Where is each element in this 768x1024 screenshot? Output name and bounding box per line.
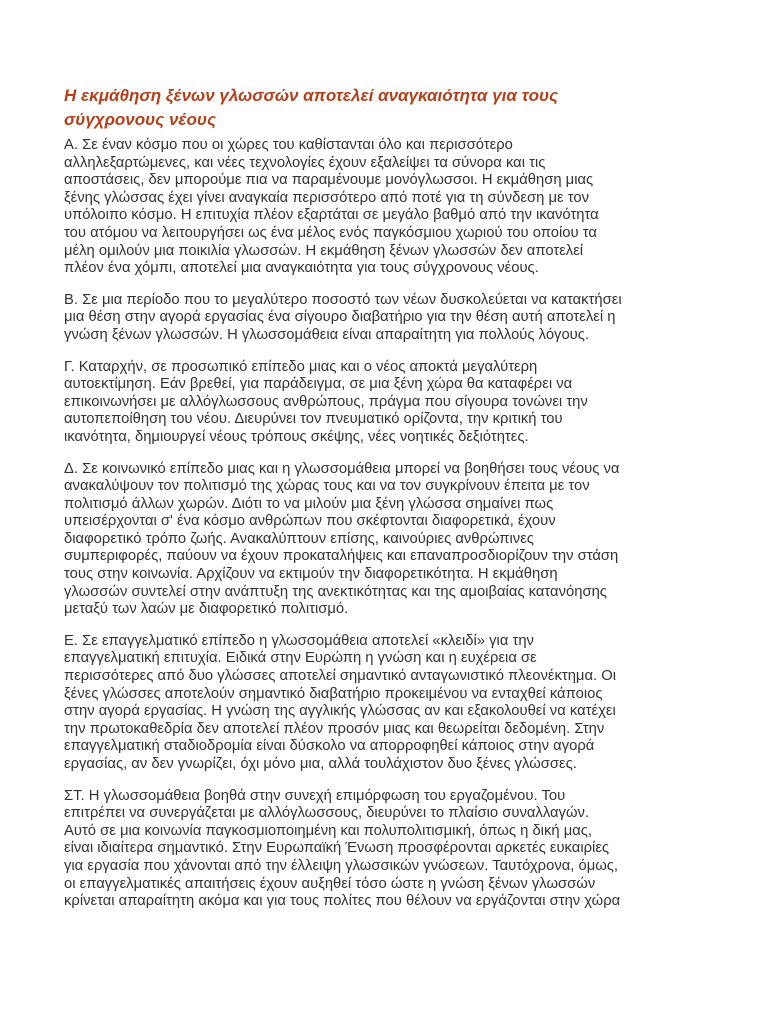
text-line: επαγγελματική επιτυχία. Ειδικά στην Ευρώπη η γνώση και η ευχέρεια σε (64, 650, 537, 667)
text-line: του ατόμου να λειτουργήσει ως ένα μέλος ενός παγκόσμιου χωριού του οποίου τα (64, 224, 597, 241)
text-line: είναι ιδιαίτερα σημαντικό. Στην Ευρωπαϊκή Ένωση προσφέρονται αρκετές ευκαιρίες (64, 840, 610, 857)
text-line: εργασίας, αν δεν γνωρίζει, όχι μόνο μια, αλλά τουλάχιστον δυο ξένες γλώσσες. (64, 756, 577, 772)
text-line: μεταξύ των λαών με διαφορετικό πολιτισμό. (64, 601, 349, 618)
text-line: μια θέση στην αγορά εργασίας ένα σίγουρο διαβατήριο για την θέση αυτή αποτελεί η (64, 309, 616, 326)
text-line: υπεισέρχονται σ' ένα κόσμο ανθρώπων που σκέφτονται διαφορετικά, έχουν (64, 513, 556, 530)
text-line: διαφορετικό τρόπο ζωής. Ανακαλύπτουν επίσης, καινούριες ανθρώπινες (64, 530, 534, 547)
text-line: αυτοεκτίμηση. Εάν βρεθεί, για παράδειγμα, σε μια ξένη χώρα θα καταφέρει να (64, 376, 573, 393)
text-line: πλέον ένα χόμπι, αποτελεί μια αναγκαιότητα για τους σύγχρονους νέους. (64, 260, 539, 277)
text-line: ξένης γλώσσας έχει γίνει αναγκαία περισσότερο από ποτέ για τη σύνδεση με τον (64, 189, 589, 206)
text-line: Γ. Καταρχήν, σε προσωπικό επίπεδο μιας και ο νέος αποκτά μεγαλύτερη (64, 358, 538, 375)
text-line: τους στην κοινωνία. Αρχίζουν να εκτιμούν την διαφορετικότητα. Η εκμάθηση (64, 566, 558, 583)
text-line: υπόλοιπο κόσμο. Η επιτυχία πλέον εξαρτάται σε μεγάλο βαθμό από την ικανότητα (64, 207, 599, 224)
text-line: Α. Σε έναν κόσμο που οι χώρες του καθίστανται όλο και περισσότερο (64, 137, 513, 153)
text-line: αυτοπεποίθηση του νέου. Διευρύνει τον πνευματικό ορίζοντα, την κριτική του (64, 411, 563, 428)
text-line: πολιτισμό άλλων χωρών. Διότι το να μιλούν μια ξένη γλώσσα σημαίνει πως (64, 495, 554, 512)
text-line: ΣΤ. Η γλωσσομάθεια βοηθά στην συνεχή επιμόρφωση του εργαζομένου. Του (64, 787, 566, 804)
text-line: για εργασία που χάνονται από την έλλειψη γλωσσικών γνώσεων. Ταυτόχρονα, όμως, (64, 857, 619, 874)
text-line: αλληλεξαρτώμενες, και νέες τεχνολογίες έχουν εξαλείψει τα σύνορα και τις (64, 154, 546, 171)
text-line: Β. Σε μια περίοδο που το μεγαλύτερο ποσοστό των νέων δυσκολεύεται να κατακτήσει (64, 291, 622, 308)
text-line: γλωσσών συντελεί στην ανάπτυξη της ανεκτικότητας και της αμοιβαίας κατανόησης (64, 583, 607, 600)
text-line: ανακαλύψουν τον πολιτισμό της χώρας τους και να τον συγκρίνουν έπειτα με τον (64, 478, 590, 495)
text-line: ξένες γλώσσες αποτελούν σημαντικό διαβατήριο προκειμένου να ενταχθεί κάποιος (64, 685, 603, 702)
text-line: περισσότερες από δυο γλώσσες αποτελεί σημαντικό ανταγωνιστικό πλεονέκτημα. Οι (64, 668, 617, 685)
paragraph-b (64, 292, 704, 345)
paragraph-e (64, 633, 704, 774)
paragraph-a (64, 137, 704, 278)
paragraph-st (64, 788, 704, 911)
text-line: γνώση ξένων γλωσσών. Η γλωσσομάθεια είναι απαραίτητη για πολλούς λόγους. (64, 326, 590, 343)
title-line-1: Η εκμάθηση ξένων γλωσσών αποτελεί αναγκαιότητα για τους (64, 86, 559, 105)
text-line: οι επαγγελματικές απαιτήσεις έχουν αυξηθεί τόσο ώστε η γνώση ξένων γλωσσών (64, 875, 596, 892)
document-title (64, 84, 704, 132)
text-line: μέλη ομιλούν μια ποικιλία γλωσσών. Η εκμάθηση ξένων γλωσσών δεν αποτελεί (64, 242, 584, 259)
text-line: την πρωτοκαθεδρία δεν αποτελεί πλέον προσόν μιας και θεωρείται δεδομένη. Στην (64, 720, 605, 737)
text-line: κρίνεται απαραίτητη ακόμα και για τους πολίτες που θέλουν να εργάζονται στην χώρα (64, 893, 621, 910)
document-page (64, 84, 704, 925)
text-line: συμπεριφορές, παύουν να έχουν προκαταλήψεις και επαναπροσδιορίζουν την στάση (64, 548, 619, 565)
text-line: ικανότητα, δημιουργεί νέους τρόπους σκέψης, νέες νοητικές δεξιότητες. (64, 428, 529, 445)
document-body (64, 137, 704, 911)
text-line: αποστάσεις, δεν μπορούμε πια να παραμένουμε μονόγλωσσοι. Η εκμάθηση μιας (64, 172, 594, 189)
text-line: επιτρέπει να συνεργάζεται με αλλόγλωσσους, διευρύνει το πλαίσιο συναλλαγών. (64, 805, 590, 822)
text-line: επικοινωνήσει με αλλόγλωσσους ανθρώπους, πράγμα που σίγουρα τονώνει την (64, 393, 588, 410)
title-line-2: σύγχρονους νέους (64, 110, 217, 129)
text-line: Ε. Σε επαγγελματικό επίπεδο η γλωσσομάθεια αποτελεί «κλειδί» για την (64, 632, 534, 649)
text-line: επαγγελματική σταδιοδρομία είναι δύσκολο να απορροφηθεί κάποιος στην αγορά (64, 738, 595, 755)
text-line: Αυτό σε μια κοινωνία παγκοσμιοποιημένη και πολυπολιτισμική, όπως η δική μας, (64, 822, 593, 839)
paragraph-c (64, 359, 704, 447)
text-line: στην αγορά εργασίας. Η γνώση της αγγλικής γλώσσας αν και εξακολουθεί να κατέχει (64, 703, 616, 720)
paragraph-d (64, 461, 704, 619)
text-line: Δ. Σε κοινωνικό επίπεδο μιας και η γλωσσομάθεια μπορεί να βοηθήσει τους νέους να (64, 460, 620, 477)
